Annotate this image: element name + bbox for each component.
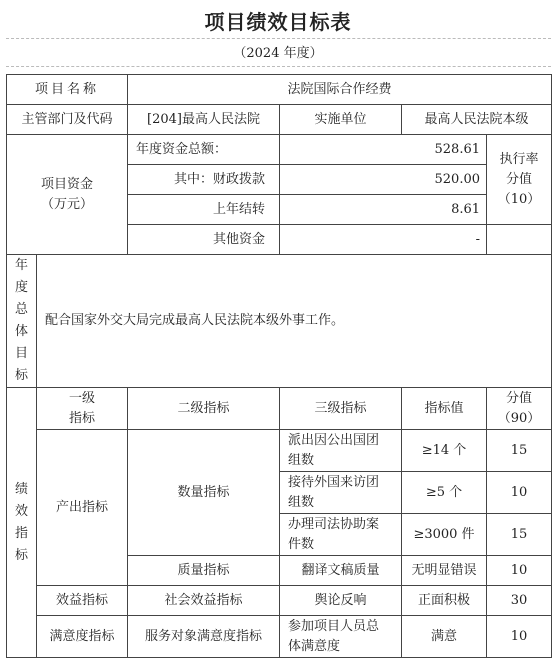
table-row [7, 586, 552, 616]
total-funds-label: 年度资金总额： [128, 135, 280, 165]
level1-header-line1: 一级 [69, 390, 96, 406]
level3-line2: 组数 [288, 494, 315, 510]
funds-row-total [7, 135, 552, 165]
level3-line1: 参加项目人员总 [288, 618, 380, 634]
quantity-indicator-label: 数量指标 [128, 430, 280, 556]
label-char: 标 [14, 368, 28, 383]
level3-indicator [280, 514, 402, 556]
project-name-row [7, 75, 552, 105]
project-name-value: 法院国际合作经费 [128, 75, 552, 105]
level3-indicator: 翻译文稿质量 [280, 556, 402, 586]
year-label: （2024 年度） [233, 46, 323, 61]
indicator-value: ≥14 个 [402, 430, 487, 472]
fiscal-funds-value: 520.00 [280, 165, 487, 195]
level3-indicator: 舆论反响 [280, 586, 402, 616]
label-char: 指 [14, 525, 28, 541]
fiscal-funds-label: 其中：财政拨款 [128, 165, 280, 195]
indicator-value-header: 指标值 [402, 388, 487, 430]
score-header-line2: （90） [497, 410, 541, 426]
level3-indicator [280, 616, 402, 658]
label-char: 总 [14, 302, 28, 317]
output-indicator-label: 产出指标 [37, 430, 128, 586]
indicator-value: 满意 [402, 616, 487, 658]
table-row [7, 430, 552, 472]
satisfaction-indicator-label: 满意度指标 [37, 616, 128, 658]
social-benefit-label: 社会效益指标 [128, 586, 280, 616]
score-header-line1: 分值 [506, 390, 533, 406]
label-char: 绩 [14, 481, 28, 497]
level3-indicator [280, 430, 402, 472]
project-name-label: 项目名称 [7, 75, 128, 105]
label-char: 年 [14, 258, 28, 273]
score-header [487, 388, 552, 430]
level1-header [37, 388, 128, 430]
execution-rate-score [487, 135, 552, 225]
carryover-value: 8.61 [280, 195, 487, 225]
performance-table [6, 74, 552, 658]
other-funds-value: - [280, 225, 487, 255]
level3-line1: 接待外国来访团 [288, 474, 380, 490]
department-label: 主管部门及代码 [7, 105, 128, 135]
label-char: 标 [14, 547, 28, 563]
indicator-score: 10 [487, 616, 552, 658]
indicator-value: ≥5 个 [402, 472, 487, 514]
carryover-label: 上年结转 [128, 195, 280, 225]
divider [6, 38, 551, 39]
total-funds-value: 528.61 [280, 135, 487, 165]
funds-label-line1: 项目资金 [41, 176, 94, 192]
indicator-value: ≥3000 件 [402, 514, 487, 556]
level3-header: 三级指标 [280, 388, 402, 430]
execution-rate-line3: （10） [497, 191, 541, 207]
label-char: 效 [14, 503, 28, 519]
level3-indicator [280, 472, 402, 514]
label-char: 度 [14, 280, 28, 295]
indicator-score: 10 [487, 472, 552, 514]
indicator-value: 无明显错误 [402, 556, 487, 586]
level3-line2: 体满意度 [288, 638, 341, 654]
overall-goal-row [7, 255, 552, 388]
indicator-score: 15 [487, 430, 552, 472]
execution-rate-line1: 执行率 [499, 151, 539, 167]
funds-label-line2: （万元） [41, 196, 94, 212]
quality-indicator-label: 质量指标 [128, 556, 280, 586]
other-funds-label: 其他资金 [128, 225, 280, 255]
department-row [7, 105, 552, 135]
performance-header-row [7, 388, 552, 430]
indicator-score: 15 [487, 514, 552, 556]
implementing-unit-value: 最高人民法院本级 [402, 105, 552, 135]
implementing-unit-label: 实施单位 [280, 105, 402, 135]
indicator-value: 正面积极 [402, 586, 487, 616]
indicator-score: 30 [487, 586, 552, 616]
level1-header-line2: 指标 [69, 410, 96, 426]
divider [6, 66, 551, 67]
page-title: 项目绩效目标表 [204, 10, 352, 34]
level3-line2: 件数 [288, 536, 315, 552]
indicator-score: 10 [487, 556, 552, 586]
performance-indicators-label [7, 388, 37, 658]
level2-header: 二级指标 [128, 388, 280, 430]
level3-line1: 派出因公出国团 [288, 432, 380, 448]
empty-cell [487, 225, 552, 255]
label-char: 体 [14, 324, 28, 339]
execution-rate-line2: 分值 [506, 171, 533, 187]
funds-label [7, 135, 128, 255]
level3-line1: 办理司法协助案 [288, 516, 380, 532]
label-char: 目 [14, 346, 28, 361]
department-value: [204]最高人民法院 [128, 105, 280, 135]
table-row [7, 616, 552, 658]
service-satisfaction-label: 服务对象满意度指标 [128, 616, 280, 658]
overall-goal-label [7, 255, 37, 388]
benefit-indicator-label: 效益指标 [37, 586, 128, 616]
level3-line2: 组数 [288, 452, 315, 468]
overall-goal-text: 配合国家外交大局完成最高人民法院本级外事工作。 [37, 255, 552, 388]
